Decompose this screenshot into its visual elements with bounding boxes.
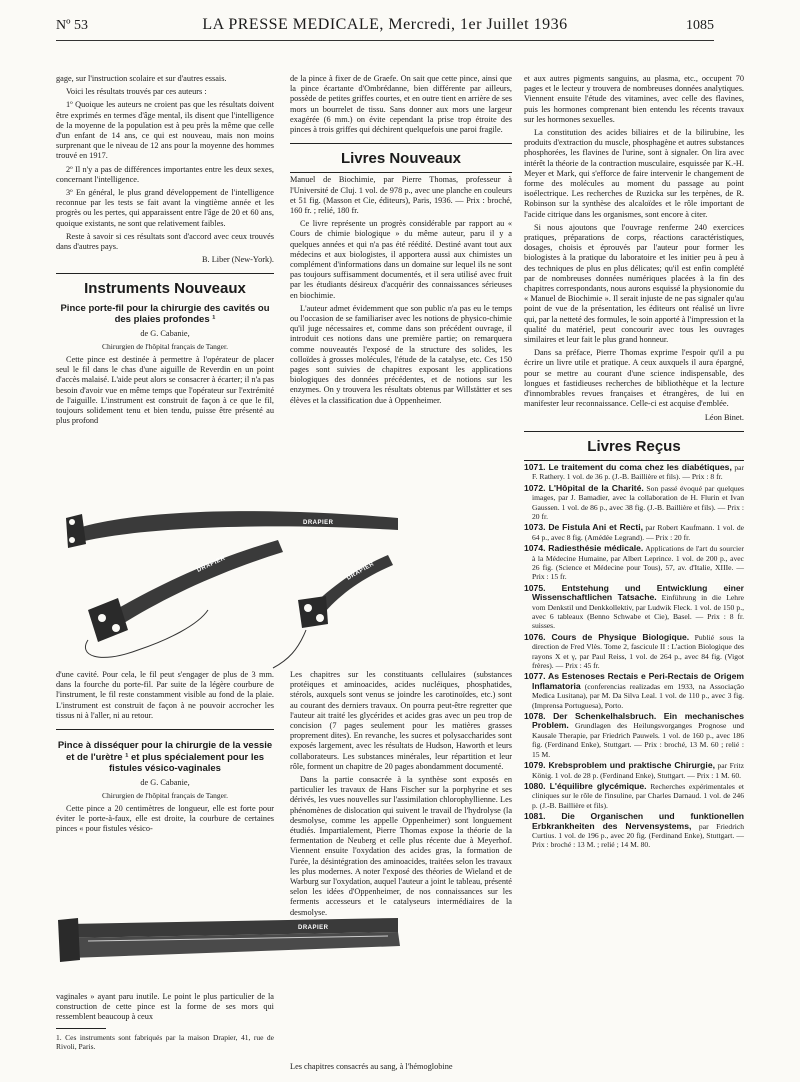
received-book-item — [524, 544, 744, 582]
received-book-title: 1077. As Estenoses Rectais e Peri-Rectais de Origem Inflamatoria — [524, 671, 744, 691]
received-book-details: par Robert Kaufmann. 1 vol. de 64 p., avec 8 fig. (Amédée Legrand). — Prix : 20 fr. — [532, 523, 744, 542]
received-book-details: Grundlagen des Heilungsvorganges Prognose und Kausale Therapie, par Friedrich Pauwels. 1 vol. de 160 p., avec 186 fig. (Ferdinand Enke), Stuttgart. — Prix : broché, 13 M. 60 ; relié : 15 M. — [532, 721, 744, 759]
paragraph: de la pince à fixer de de Graefe. On sait que cette pince, ainsi que la pince écartante d'Ombrédanne, bien différente par ailleurs, possède de petites griffes courtes, et en outre tient en arrière de ses mors un bourrelet de tissu. Sans donner aux mors une largeur exagérée (6 mm.) on évite cependant la prise trop étroite des pinces à trois griffes qui déchirent quelquefois une paroi fragile. — [290, 74, 512, 135]
received-book-details: Recherches expérimentales et cliniques sur le rôle de l'insuline, par Charles Darnaud. 1 vol. de 246 p. (J.-B. Baillière et fils). — [532, 781, 744, 810]
paragraph: Voici les résultats trouvés par ces auteurs : — [66, 87, 207, 97]
received-book-item — [524, 712, 744, 759]
received-books-list — [524, 463, 744, 850]
paragraph: Les chapitres sur les constituants cellulaires (substances protéiques et aminoacides, acides nucléiques, phosphatides, stérols, auxquels sont venus se joindre les carotinoïdes, etc.) sont au courant des derniers travaux. On pourra peut-être regretter que l'auteur ait traité les glycérides et acides gras avec un peu trop de concision (7 pages seulement pour les matières grasses proprement dites). En revanche, les sucres et polysaccharides sont exposés largement, avec les résultats de Hudson, Haworth et leurs collaborateurs. Les substances minérales, leur répartition et leur rôle, forment un chapitre de 20 pages abondamment documenté. — [290, 670, 512, 771]
column-left-continued — [56, 670, 274, 838]
book-citation: Manuel de Biochimie, par Pierre Thomas, professeur à l'Université de Cluj. 1 vol. de 978 p., avec une planche en couleurs et 51 fig. (Masson et Cie, éditeurs), Paris, 1936. — Prix : broché, 160 fr. ; relié, 180 fr. — [290, 175, 512, 216]
column-left-bottom — [56, 992, 274, 1054]
paragraph: et aux autres pigments sanguins, au plasma, etc., occupent 70 pages et le lecteur y trouvera de nombreuses données analytiques. Viennent ensuite l'étude des vitamines, avec celle des flavines, puis les hormones comprenant bien entendu les récents travaux sur les hormones sexuelles. — [524, 74, 744, 124]
porte-fil-instrument-detail — [273, 555, 393, 668]
column-middle-top — [290, 74, 512, 409]
received-book-title: 1074. Radiesthésie médicale. — [524, 543, 644, 554]
received-book-details: Applications de l'art du sourcier à la Médecine Humaine, par Albert Leprince. 1 vol. de 200 p., avec 26 fig. (Science et Médecine pour Tous), 57, av. d'Italie, XIIIe. — Prix : 15 fr. — [532, 544, 744, 582]
received-book-details: Publié sous la direction de Fred Vlès. Tome 2, fascicule II : L'action Biologique des rayons X et γ, par Paul Reiss, 1 vol. de 264 p., avec 84 fig. (Vigot frères). — Prix : 45 fr. — [532, 632, 744, 671]
paragraph: Ce livre représente un progrès considérable par rapport au « Cours de chimie biologique » du même auteur, paru il y a quelques années et qui n'a pas été réédité. Destiné avant tout aux médecins et aux biologistes, il apportera aussi aux chimistes un complément d'informations dans un domaine sur lequel ils ne sont pas toujours suffisamment documentés, et il sera utilisé avec fruit par les étudiants désireux d'acquérir des connaissances sérieuses en biochimie. — [290, 219, 512, 300]
journal-title: LA PRESSE MEDICALE, Mercredi, 1er Juillet 1936 — [202, 16, 568, 33]
section-title-instruments: Instruments Nouveaux — [84, 280, 246, 298]
received-book-details: Son passé évoqué par quelques images, par J. Bamadier, avec la collaboration de H. Flurin et Ivan Gaussen. 1 vol. de 86 p., avec 38 fig. (J.-B. Baillière et fils). — Prix : 20 fr. — [532, 483, 744, 521]
paragraph: 3º En général, le plus grand développement de l'intelligence reconnue par les tests se fait avant la vingtième année et les progrès ou les pertes, qui apparaissent entre l'âge de 20 et 60 ans, quoique existants, ne sont que relativement faibles. — [56, 188, 274, 228]
page-number: 1085 — [686, 18, 714, 33]
received-book-details: par Fritz König. 1 vol. de 28 p. (Ferdinand Enke), Stuttgart. — Prix : 1 M. 60. — [532, 761, 744, 780]
received-book-title: 1075. Entstehung und Entwicklung einer Wissenschaftlichen Tatsache. — [524, 582, 744, 603]
paragraph: Reste à savoir si ces résultats sont d'accord avec ceux trouvés dans d'autres pays. — [56, 231, 274, 252]
paragraph: Les chapitres consacrés au sang, à l'hémoglobine — [290, 1062, 453, 1071]
divider — [524, 460, 744, 461]
signature: B. Liber (New-York). — [202, 255, 274, 265]
pince-a-disequer-illustration — [58, 898, 418, 974]
received-book-details: par Friedrich Curtius. 1 vol. de 196 p., avec 20 fig. (Ferdinand Enke), Stuttgart. — Prix : broché : 13 M. ; relié ; 14 M. 80. — [532, 821, 744, 850]
received-book-details: par F. Rathery. 1 vol. de 36 p. (J.-B. Baillière et fils). — Prix : 8 fr. — [532, 462, 745, 482]
received-book-item — [524, 761, 744, 780]
issue-number: Nº 53 — [56, 18, 88, 33]
paragraph: gage, sur l'instruction scolaire et sur d'autres essais. — [56, 74, 227, 83]
article-affiliation: Chirurgien de l'hôpital français de Tanger. — [102, 341, 228, 351]
article-author: de G. Cabanie, — [140, 328, 190, 338]
received-book-title: 1076. Cours de Physique Biologique. — [524, 631, 690, 642]
received-book-details: (conferencias realizadas em 1933, na Associação Medica Lusitana), par M. Da Silva Leal. 1 vol. de 110 p., avec 3 fig. (Imprensa Portuguesa), Porto. — [532, 681, 744, 710]
paragraph: vaginales » ayant paru inutile. Le point le plus particulier de la construction de cette pince est la forme de ses mors qui ressemblent beaucoup à ceux — [56, 992, 274, 1022]
article-affiliation: Chirurgien de l'hôpital français de Tanger. — [102, 790, 228, 800]
paragraph: Cette pince est destinée à permettre à l'opérateur de placer seul le fil dans le chas d'une aiguille de Reverdin en un point d'accès malaisé. L'aide peut alors se consacrer à écarter; il n'a pas besoin d'avoir vue en même temps que l'opérateur sur l'extrémité de l'aiguille. L'instrument est construit de façon à ce que le fil, toujours solidement tenu et bien tendu, puisse être présenté au plus profond — [56, 355, 274, 426]
porte-fil-instrument-curved — [85, 540, 283, 657]
received-book-details: Einführung in die Lehre vom Denkstil und Denkkollektiv, par Ludwik Fleck. 1 vol. de 150 p., avec 6 tableaux (Benno Schwabe et Cie), Basel. — Prix : 8 fr. suisses. — [532, 593, 744, 631]
brand-label: DRAPIER — [346, 561, 376, 582]
divider — [290, 143, 512, 144]
received-book-title: 1072. L'Hôpital de la Charité. — [524, 482, 644, 493]
page-header — [56, 14, 714, 41]
paragraph: La constitution des acides biliaires et de la bilirubine, les produits d'extraction du muscle, phosphagène et autres substances phosphorées, les flavines de l'urine, sont à signaler. On lira avec intérêt la théorie de la contraction musculaire, esquissée par K.-H. Meyer et Mark, qui s'efforce de faire intervenir le changement de forme des molécules au moment du passage au point isoélectrique. Les recherches de Ruzicka sur les terpènes, de R. Robinson sur la synthèse des alcaloïdes et le rôle important de l'acide citrique dans les organismes, sont encore à citer. — [524, 128, 744, 219]
received-book-title: 1079. Krebsproblem und praktische Chirurgie, — [524, 760, 715, 771]
signature: Léon Binet. — [704, 412, 744, 422]
received-book-title: 1073. De Fistula Ani et Recti, — [524, 522, 643, 533]
received-book-item — [524, 812, 744, 850]
received-book-item — [524, 523, 744, 542]
paragraph: Si nous ajoutons que l'ouvrage renferme 240 exercices pratiques, préparations de corps, réactions caractéristiques, dosages, choisis et éprouvés par l'auteur pour former les biologistes à la pratique du laboratoire et les initier peu à peu à des techniques de plus en plus délicates; qu'il est enfin complété par de nombreuses données numériques placées à la fin des chapitres correspondants, nous aurons esquissé la physionomie du « Manuel de Biochimie ». Il serait injuste de ne pas signaler qu'au point de vue de la présentation, les éditeurs ont réalisé un livre qui, par la netteté des formules, le soin apporté à l'impression et la qualité du matériel, peut concourir avec tous les ouvrages similaires et leur fait le plus grand honneur. — [524, 222, 744, 345]
divider — [56, 729, 274, 730]
paragraph: 1º Quoique les auteurs ne croient pas que les résultats doivent être exprimés en termes d'âge mental, ils disent que l'intelligence de la moyenne de la population est à peu près la même que celle d'un enfant de 14 ans, ce qui est nouveau, mais non moins surprenant que le niveau de 12 ans pour la moyenne des hommes trouvé en 1917. — [56, 100, 274, 161]
divider — [56, 1028, 106, 1029]
footnote: 1. Ces instruments sont fabriqués par la maison Drapier, 41, rue de Rivoli, Paris. — [56, 1032, 274, 1051]
received-book-title: 1078. Der Schenkelhalsbruch. Ein mechanisches Problem. — [524, 711, 744, 731]
received-book-item — [524, 633, 744, 671]
article-title: Pince porte-fil pour la chirurgie des cavités ou des plaies profondes ¹ — [60, 302, 270, 326]
section-title-livres-nouveaux: Livres Nouveaux — [340, 150, 462, 168]
porte-fil-illustration — [58, 500, 418, 670]
divider — [56, 273, 274, 274]
received-book-title: 1081. Die Organischen und funktionellen Erbkrankheiten des Nervensystems, — [524, 811, 744, 831]
paragraph: Dans sa préface, Pierre Thomas exprime l'espoir qu'il a pu écrire un livre utile et pratique. A ceux auxquels il aura épargné, pour se mettre au courant d'une science indispensable, des longues et fastidieuses recherches de bibliothèque et la lecture d'innombrables revues françaises et étrangères, de lui en manifester leur reconnaissance. Celle-ci est acquise d'emblée. — [524, 348, 744, 409]
paragraph: 2º Il n'y a pas de différences importantes entre les deux sexes, concernant l'intelligence. — [56, 164, 274, 184]
paragraph: Dans la partie consacrée à la synthèse sont exposés en particulier les travaux de Hans Fischer sur la porphyrine et ses dérivés, les vues nouvelles sur l'assimilation chlorophyllienne. Les phénomènes de dislocation qui suivent le travail de l'hydrolyse (la desmolyse, comme les appelle Oppenheimer) sont longuement étudiés. Impartialement, Pierre Thomas expose la théorie de la fermentation de Neuberg et celle plus récente due à Meyerhof. Viennent ensuite l'oxydation des acides gras, la formation de l'urée, la désintégration des aminoacides, traitées selon les travaux les plus modernes. A noter l'exposé des théories de Wieland et de Warburg sur l'oxydation, auquel l'auteur a joint le tableau, présenté selon les idées d'Oppenheimer, de nos connaissances sur les ferments accesseurs et le catalyseurs intermédiaires de la desmolyse. — [290, 775, 512, 917]
received-book-title: 1080. L'équilibre glycémique. — [524, 780, 647, 791]
brand-label: DRAPIER — [303, 520, 334, 526]
divider — [290, 172, 512, 173]
column-middle-continued — [290, 670, 512, 921]
porte-fil-instrument-long — [66, 511, 398, 548]
article-title: Pince à disséquer pour la chirurgie de la vessie et de l'urètre ¹ et plus spécialement pour les fistules vésico-vaginales — [57, 740, 273, 775]
column-right — [524, 74, 744, 852]
received-book-item — [524, 584, 744, 631]
paragraph: Cette pince a 20 centimètres de longueur, elle est forte pour éviter le porte-à-faux, elle est droite, la courbure de certaines pinces « pour fistules vésico- — [56, 803, 274, 834]
column-left-top — [56, 74, 274, 429]
divider — [524, 431, 744, 432]
received-book-item — [524, 484, 744, 522]
received-book-item — [524, 463, 744, 482]
received-book-item — [524, 782, 744, 810]
received-book-title: 1071. Le traitement du coma chez les diabétiques, — [524, 461, 732, 472]
article-author: de G. Cabanie, — [140, 777, 190, 787]
brand-label: DRAPIER — [298, 925, 329, 931]
paragraph: d'une cavité. Pour cela, le fil peut s'engager de plus de 3 mm. dans la fourche du porte-fil. Par suite de la légère courbure de l'instrument, le fil reste constamment visible au fond de la plaie. L'instrument est construit de façon à ne pouvoir accrocher les tissus ni à l'aller, ni au retour. — [56, 670, 274, 720]
paragraph: L'auteur admet évidemment que son public n'a pas eu le temps ou l'occasion de se familiariser avec les notions de physico-chimie qu'il juge nécessaires et, comme dans son précédent ouvrage, il introduit ces notions dans une première partie; on remarquera comme nouveautés l'exposé de la structure des solides, les colloïdes à grosses molécules, l'étude de la catalyse, etc. Ces 150 pages sont suivies de chapitres exposant les applications biologiques des données précédentes, et de notions sur les enzymes. On y trouvera les résultats obtenus par Willstätter et ses élèves et la classification due à Oppenheimer. — [290, 303, 512, 405]
brand-label: DRAPIER — [196, 555, 227, 574]
column-middle-bottom — [290, 1062, 512, 1075]
received-book-item — [524, 672, 744, 710]
book-entry — [290, 175, 512, 216]
section-title-livres-recus: Livres Reçus — [587, 437, 681, 455]
